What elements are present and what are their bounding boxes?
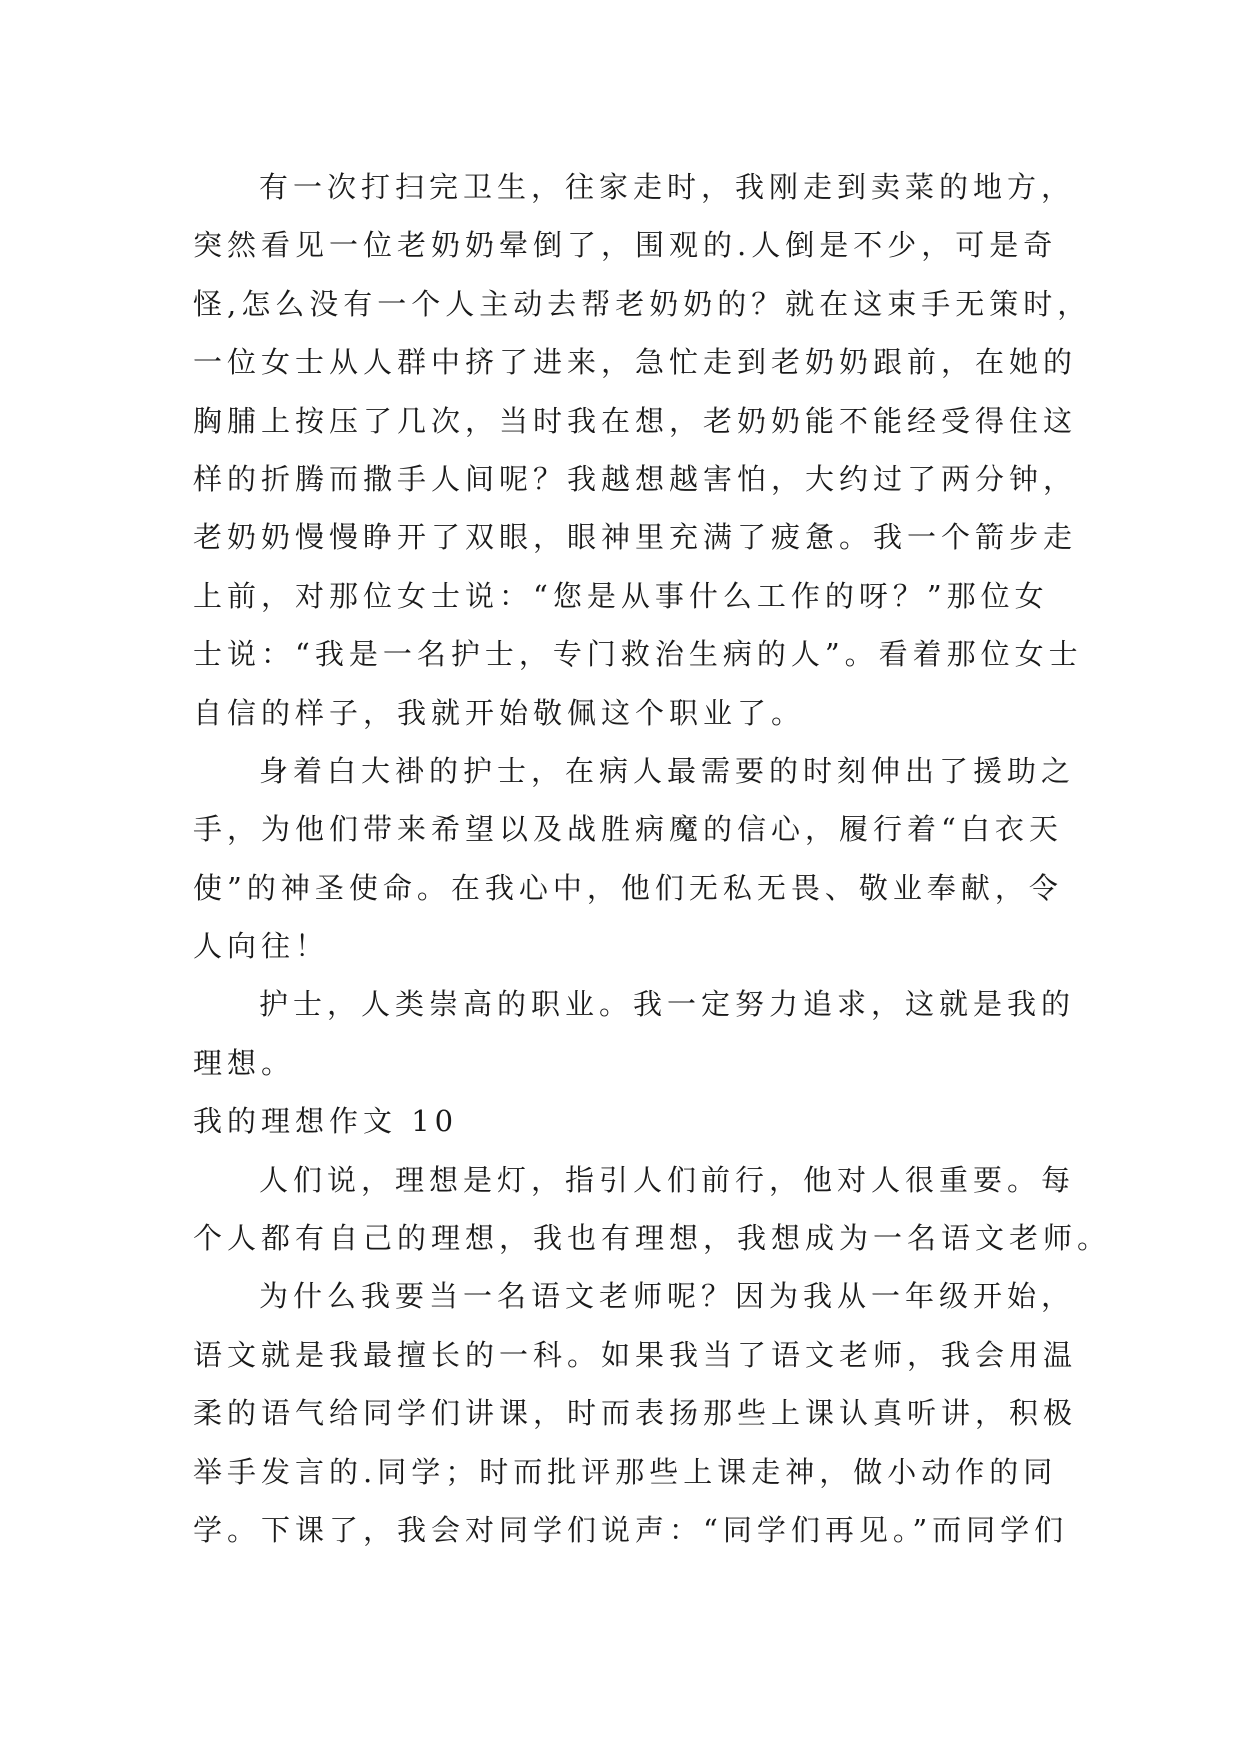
text-line: 手，为他们带来希望以及战胜病魔的信心，履行着“白衣天 [193,812,1063,847]
paragraph [193,742,1093,976]
text-line: 学。下课了，我会对同学们说声：“同学们再见。”而同学们 [193,1512,1069,1547]
text-line: 士说：“我是一名护士，专门救治生病的人”。看着那位女士 [193,637,1083,672]
text-line: 上前，对那位女士说：“您是从事什么工作的呀？”那位女 [193,578,1049,613]
text-line: 护士，人类崇高的职业。我一定努力追求，这就是我的 [259,987,1076,1022]
paragraph [193,158,1093,742]
paragraph [193,1092,1093,1150]
text-line: 样的折腾而撒手人间呢？我越想越害怕，大约过了两分钟， [193,461,1078,496]
text-line: 胸脯上按压了几次，当时我在想，老奶奶能不能经受得住这 [193,403,1078,438]
text-line: 怪,怎么没有一个人主动去帮老奶奶的？就在这束手无策时， [193,286,1092,321]
text-line: 老奶奶慢慢睁开了双眼，眼神里充满了疲惫。我一个箭步走 [193,520,1078,555]
text-line: 语文就是我最擅长的一科。如果我当了语文老师，我会用温 [193,1337,1078,1372]
text-line: 理想。 [193,1045,296,1080]
text-line: 个人都有自己的理想，我也有理想，我想成为一名语文老师。 [193,1221,1112,1256]
text-line: 柔的语气给同学们讲课，时而表扬那些上课认真听讲，积极 [193,1396,1078,1431]
paragraph [193,975,1093,1092]
text-line: 人们说，理想是灯，指引人们前行，他对人很重要。每 [259,1162,1076,1197]
text-line: 一位女士从人群中挤了进来，急忙走到老奶奶跟前，在她的 [193,345,1078,380]
text-line: 我的理想作文 10 [193,1104,459,1139]
text-line: 突然看见一位老奶奶晕倒了，围观的.人倒是不少，可是奇 [193,228,1058,263]
paragraph [193,1151,1112,1268]
paragraph [193,1267,1093,1559]
text-line: 使”的神圣使命。在我心中，他们无私无畏、敬业奉献，令 [193,870,1063,905]
text-line: 身着白大褂的护士，在病人最需要的时刻伸出了援助之 [259,753,1076,788]
text-line: 举手发言的.同学；时而批评那些上课走神，做小动作的同 [193,1454,1058,1489]
text-line: 为什么我要当一名语文老师呢？因为我从一年级开始， [259,1279,1076,1314]
text-line: 自信的样子，我就开始敬佩这个职业了。 [193,695,806,730]
text-line: 有一次打扫完卫生，往家走时，我刚走到卖菜的地方， [259,170,1076,204]
document-body [193,158,1112,1559]
text-line: 人向往！ [193,929,330,964]
